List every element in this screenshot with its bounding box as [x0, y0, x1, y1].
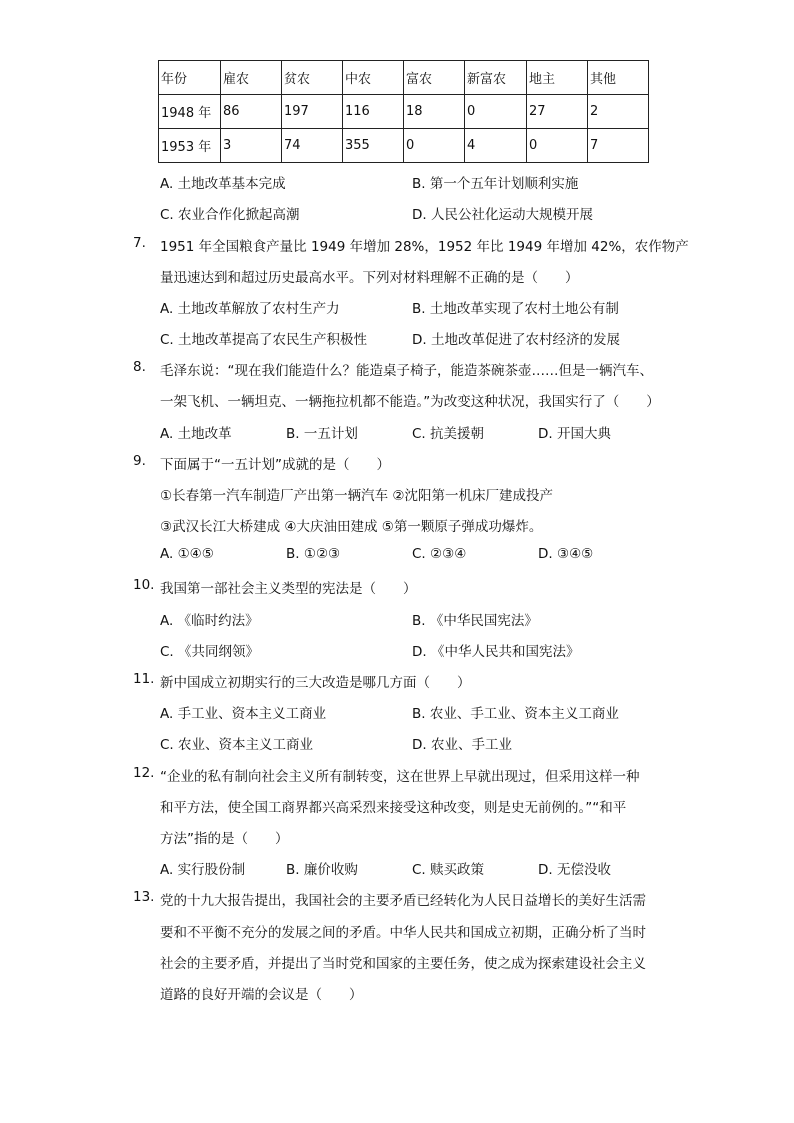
table-cell: 86 — [221, 95, 282, 129]
q6-option-b[interactable]: B. 第一个五年计划顺利实施 — [412, 176, 579, 192]
q12-stem-line: 和平方法，使全国工商界都兴高采烈来接受这种改变，则是史无前例的。”“和平 — [160, 800, 627, 816]
q9-option-a[interactable]: A. ①④⑤ — [160, 546, 214, 562]
q9-option-c[interactable]: C. ②③④ — [412, 546, 467, 562]
q10-option-b[interactable]: B. 《中华民国宪法》 — [412, 613, 538, 629]
table-cell: 1948 年 — [159, 95, 221, 129]
table-header-cell: 富农 — [404, 61, 465, 95]
q8-option-a[interactable]: A. 土地改革 — [160, 426, 232, 442]
table-header-cell: 年份 — [159, 61, 221, 95]
q12-stem-line: “企业的私有制向社会主义所有制转变，这在世界上早就出现过，但采用这样一种 — [160, 769, 640, 785]
table-header-cell: 新富农 — [465, 61, 527, 95]
q9-stem-line: ①长春第一汽车制造厂产出第一辆汽车 ②沈阳第一机床厂建成投产 — [160, 488, 553, 504]
q7-option-b[interactable]: B. 土地改革实现了农村土地公有制 — [412, 301, 619, 317]
table-cell: 0 — [404, 129, 465, 163]
q10-option-d[interactable]: D. 《中华人民共和国宪法》 — [412, 644, 580, 660]
table-cell: 27 — [527, 95, 588, 129]
q8-stem-line: 毛泽东说：“现在我们能造什么？能造桌子椅子，能造茶碗茶壶……但是一辆汽车、 — [160, 363, 653, 379]
q11-stem-line: 新中国成立初期实行的三大改造是哪几方面（ ） — [160, 675, 471, 691]
q10-option-a[interactable]: A. 《临时约法》 — [160, 613, 259, 629]
q11-option-c[interactable]: C. 农业、资本主义工商业 — [160, 737, 314, 753]
q10-number: 10. — [133, 577, 155, 593]
table-cell: 1953 年 — [159, 129, 221, 163]
q12-option-a[interactable]: A. 实行股份制 — [160, 862, 246, 878]
q12-option-d[interactable]: D. 无偿没收 — [538, 862, 611, 878]
q13-number: 13. — [133, 889, 155, 905]
q9-number: 9. — [133, 453, 146, 469]
q8-option-c[interactable]: C. 抗美援朝 — [412, 426, 485, 442]
table-header-cell: 地主 — [527, 61, 588, 95]
q12-number: 12. — [133, 765, 155, 781]
table-cell: 18 — [404, 95, 465, 129]
table-cell: 7 — [588, 129, 649, 163]
table-cell: 2 — [588, 95, 649, 129]
q10-option-c[interactable]: C. 《共同纲领》 — [160, 644, 260, 660]
table-row — [159, 129, 649, 163]
table-cell: 197 — [282, 95, 343, 129]
q7-stem-line: 量迅速达到和超过历史最高水平。下列对材料理解不正确的是（ ） — [160, 270, 579, 286]
table-row — [159, 95, 649, 129]
q9-stem-line: 下面属于“一五计划”成就的是（ ） — [160, 457, 390, 473]
table-header-cell: 雇农 — [221, 61, 282, 95]
q11-option-b[interactable]: B. 农业、手工业、资本主义工商业 — [412, 706, 619, 722]
q11-number: 11. — [133, 671, 155, 687]
q8-option-b[interactable]: B. 一五计划 — [286, 426, 358, 442]
q6-option-a[interactable]: A. 土地改革基本完成 — [160, 176, 286, 192]
q12-option-c[interactable]: C. 赎买政策 — [412, 862, 485, 878]
q6-option-d[interactable]: D. 人民公社化运动大规模开展 — [412, 207, 593, 223]
table-cell: 4 — [465, 129, 527, 163]
table-header-cell: 贫农 — [282, 61, 343, 95]
q10-stem-line: 我国第一部社会主义类型的宪法是（ ） — [160, 581, 417, 597]
q13-stem-line: 道路的良好开端的会议是（ ） — [160, 987, 363, 1003]
q7-option-d[interactable]: D. 土地改革促进了农村经济的发展 — [412, 332, 620, 348]
land-class-table — [158, 60, 649, 163]
q9-option-d[interactable]: D. ③④⑤ — [538, 546, 594, 562]
table-cell: 0 — [465, 95, 527, 129]
q13-stem-line: 要和不平衡不充分的发展之间的矛盾。中华人民共和国成立初期，正确分析了当时 — [160, 925, 646, 941]
q9-stem-line: ③武汉长江大桥建成 ④大庆油田建成 ⑤第一颗原子弹成功爆炸。 — [160, 519, 543, 535]
table-cell: 74 — [282, 129, 343, 163]
q7-stem-line: 1951 年全国粮食产量比 1949 年增加 28%，1952 年比 1949 年增加 42%，农作物产 — [160, 239, 689, 255]
q7-option-c[interactable]: C. 土地改革提高了农民生产积极性 — [160, 332, 368, 348]
q7-number: 7. — [133, 235, 146, 251]
q8-option-d[interactable]: D. 开国大典 — [538, 426, 611, 442]
table-header-row — [159, 61, 649, 95]
q7-option-a[interactable]: A. 土地改革解放了农村生产力 — [160, 301, 340, 317]
q13-stem-line: 社会的主要矛盾，并提出了当时党和国家的主要任务，使之成为探索建设社会主义 — [160, 956, 646, 972]
q13-stem-line: 党的十九大报告提出，我国社会的主要矛盾已经转化为人民日益增长的美好生活需 — [160, 893, 646, 909]
q6-option-c[interactable]: C. 农业合作化掀起高潮 — [160, 207, 300, 223]
q8-stem-line: 一架飞机、一辆坦克、一辆拖拉机都不能造。”为改变这种状况，我国实行了（ ） — [160, 394, 660, 410]
q9-option-b[interactable]: B. ①②③ — [286, 546, 341, 562]
q11-option-a[interactable]: A. 手工业、资本主义工商业 — [160, 706, 327, 722]
q12-option-b[interactable]: B. 廉价收购 — [286, 862, 358, 878]
q11-option-d[interactable]: D. 农业、手工业 — [412, 737, 512, 753]
table-header-cell: 中农 — [343, 61, 404, 95]
table-cell: 0 — [527, 129, 588, 163]
table-cell: 355 — [343, 129, 404, 163]
table-cell: 116 — [343, 95, 404, 129]
q8-number: 8. — [133, 359, 146, 375]
table-header-cell: 其他 — [588, 61, 649, 95]
table-cell: 3 — [221, 129, 282, 163]
q12-stem-line: 方法”指的是（ ） — [160, 831, 289, 847]
